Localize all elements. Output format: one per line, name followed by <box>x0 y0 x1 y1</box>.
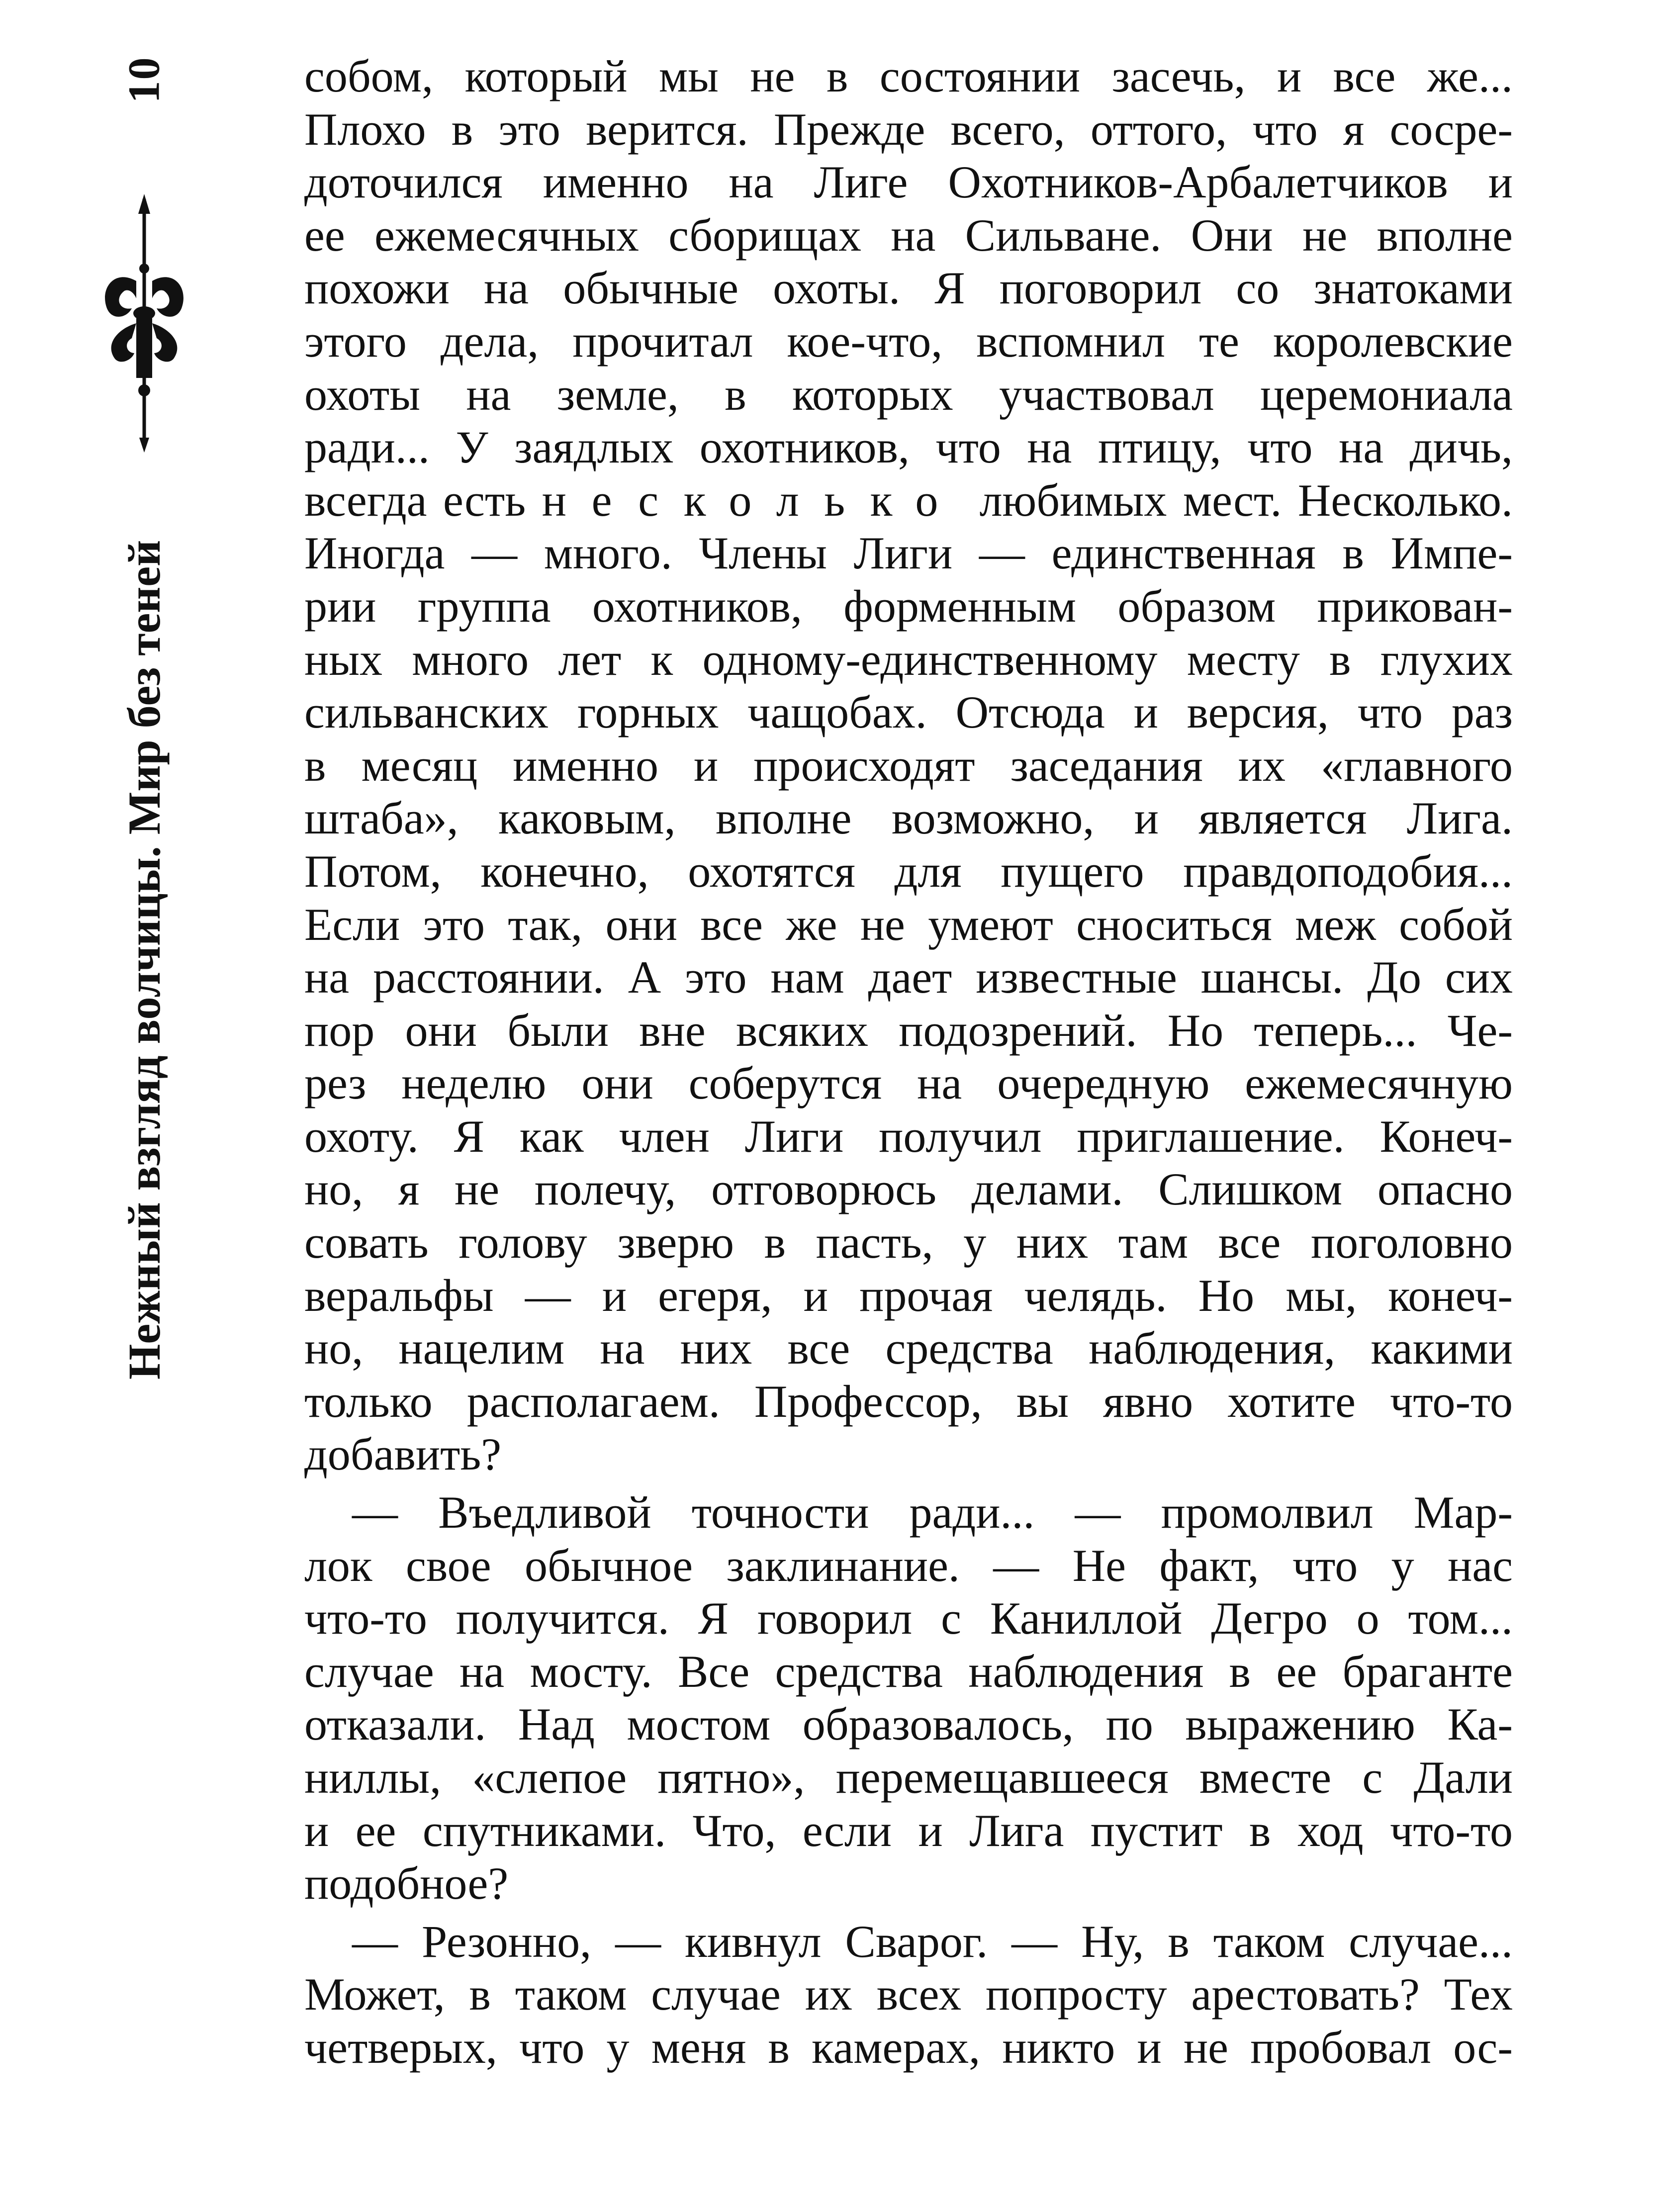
text-line: — Резонно, — кивнул Сварог. — Ну, в таком случае... <box>352 1916 1513 1967</box>
page-number <box>75 45 214 114</box>
text-line: лок свое обычное заклинание. — Не факт, что у нас <box>304 1540 1513 1591</box>
text-line: на расстоянии. А это нам дает известные шансы. До сих <box>304 952 1513 1003</box>
text-line: и ее спутниками. Что, если и Лига пустит в ход что-то <box>304 1805 1513 1856</box>
page-number-text: 10 <box>119 56 169 103</box>
text-line: охоту. Я как член Лиги получил приглашение. Конеч- <box>304 1110 1513 1162</box>
running-head <box>75 45 214 1447</box>
text-line: собом, который мы не в состоянии засечь, и все же... <box>304 51 1513 101</box>
text-line: но, я не полечу, отговорюсь делами. Слишком опасно <box>304 1164 1513 1215</box>
main-text <box>304 50 1513 2074</box>
text-line: подобное? <box>304 1858 509 1909</box>
text-line: четверых, что у меня в камерах, никто и не пробовал ос- <box>304 2022 1513 2073</box>
text-line: похожи на обычные охоты. Я поговорил со знатоками <box>304 263 1513 314</box>
text-line: ее ежемесячных сборищах на Сильване. Они не вполне <box>304 209 1513 261</box>
text-line: ных много лет к одному-единственному месту в глухих <box>304 634 1513 685</box>
book-title-text: Нежный взгляд волчицы. Мир без теней <box>119 540 170 1380</box>
text-line: Если это так, они все же не умеют сноситься меж собой <box>304 899 1513 950</box>
text-line: штаба», каковым, вполне возможно, и является Лига. <box>304 793 1513 844</box>
text-line: ниллы, «слепое пятно», перемещавшееся вместе с Дали <box>304 1752 1513 1803</box>
text-line: совать голову зверю в пасть, у них там все поголовно <box>304 1217 1513 1268</box>
text-line: Иногда — много. Члены Лиги — единственная в Импе- <box>304 528 1513 579</box>
text-line: Потом, конечно, охотятся для пущего правдоподобия... <box>304 845 1513 897</box>
text-line: — Въедливой точности ради... — промолвил Мар- <box>352 1487 1513 1538</box>
text-line: отказали. Над мостом образовалось, по выражению Ка- <box>304 1699 1513 1750</box>
text-run: любимых мест. Несколько. <box>963 474 1513 526</box>
text-line: в месяц именно и происходят заседания их «главного <box>304 739 1513 791</box>
text-line: веральфы — и егеря, и прочая челядь. Но мы, конеч- <box>304 1270 1513 1321</box>
text-line: Плохо в это верится. Прежде всего, оттого, что я сосре- <box>304 103 1513 155</box>
text-line: этого дела, прочитал кое-что, вспомнил те королевские <box>304 315 1513 367</box>
text-line: рез неделю они соберутся на очередную ежемесячную <box>304 1058 1513 1109</box>
text-line: сильванских горных чащобах. Отсюда и версия, что раз <box>304 687 1513 738</box>
spaced-emphasis: несколько <box>542 474 964 526</box>
text-line: только располагаем. Профессор, вы явно хотите что-то <box>304 1376 1513 1427</box>
text-run: всегда есть <box>304 474 542 526</box>
text-line: случае на мосту. Все средства наблюдения в ее браганте <box>304 1646 1513 1697</box>
text-line: доточился именно на Лиге Охотников-Арбалетчиков и <box>304 157 1513 208</box>
text-line: что-то получится. Я говорил с Каниллой Дегро о том... <box>304 1593 1513 1644</box>
text-line: добавить? <box>304 1429 502 1480</box>
text-line: но, нацелим на них все средства наблюдения, какими <box>304 1323 1513 1374</box>
text-line: Может, в таком случае их всех попросту арестовать? Тех <box>304 1969 1513 2020</box>
text-line: охоты на земле, в которых участвовал церемониала <box>304 369 1513 420</box>
text-line <box>304 474 1513 527</box>
text-line: пор они были вне всяких подозрений. Но теперь... Че- <box>304 1005 1513 1056</box>
text-line: ради... У заядлых охотников, что на птицу, что на дичь, <box>304 422 1513 473</box>
book-title <box>75 472 214 1447</box>
text-line: рии группа охотников, форменным образом прикован- <box>304 580 1513 632</box>
sword-ornament-icon <box>85 194 204 453</box>
